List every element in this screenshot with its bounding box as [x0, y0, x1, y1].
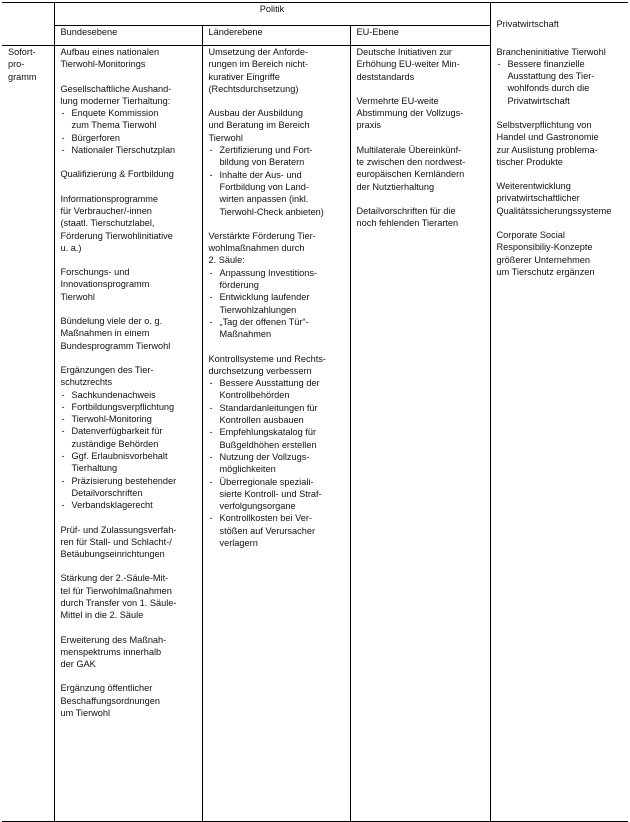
- measure-list-item: - Nationaler Tierschutzplan: [61, 144, 196, 156]
- measure-text: Weiterentwicklung privatwirtschaftlicher Qualitätssicherungssysteme: [496, 181, 612, 216]
- header-eu-ebene: EU-Ebene: [350, 26, 490, 46]
- measure-list: [209, 377, 344, 549]
- measure-list-item: - Datenverfügbarkeit für zuständige Behörden: [61, 425, 196, 450]
- measure-block: [61, 315, 196, 352]
- measure-list: [497, 58, 623, 107]
- col-eu-ebene: [350, 46, 490, 822]
- measure-block: [61, 634, 196, 671]
- measure-list-item: - Zertifizierung und Fort- bildung von Beratern: [209, 144, 344, 169]
- measure-block: [357, 46, 484, 83]
- measure-text: Multilaterale Übereinkünf- te zwischen den nordwest- europäischen Kernländern der Nutztierhaltung: [356, 144, 466, 192]
- measure-block: [61, 83, 196, 157]
- measure-block: [497, 119, 623, 168]
- measure-block: [61, 266, 196, 303]
- measure-text: Forschungs- und Innovationsprogramm Tierwohl: [60, 267, 150, 302]
- measure-list-item: - Inhalte der Aus- und Fortbildung von Land- wirten anpassen (inkl. Tierwohl-Check anbieten): [209, 169, 344, 218]
- measure-text: Ausbau der Ausbildung und Beratung im Bereich Tierwohl: [208, 108, 310, 143]
- header-laenderebene: Länderebene: [202, 26, 350, 46]
- header-empty-cell-2: [2, 26, 54, 46]
- measure-text: Ergänzung öffentlicher Beschaffungsordnungen um Tierwohl: [60, 683, 160, 719]
- header-bundesebene: Bundesebene: [54, 26, 202, 46]
- measure-block: [61, 46, 196, 71]
- measure-block: [61, 168, 196, 180]
- measure-list-item: - Nutzung der Vollzugs- möglichkeiten: [209, 451, 344, 476]
- measure-list-item: - Anpassung Investitions- förderung: [209, 267, 344, 292]
- measure-block: [357, 95, 484, 132]
- measure-text: Corporate Social Responsibiliy-Konzepte größerer Unternehmen um Tierschutz ergänzen: [496, 230, 595, 277]
- measure-block: [61, 364, 196, 512]
- measure-text: Brancheninitiative Tierwohl: [496, 46, 606, 57]
- measure-list-item: - Überregionale speziali- sierte Kontroll- und Straf- verfolgungsorgane: [209, 476, 344, 513]
- measure-list: [209, 267, 344, 341]
- measure-text: Kontrollsysteme und Rechts- durchsetzung verbessern: [208, 353, 326, 376]
- header-privatwirtschaft: Privatwirtschaft: [490, 3, 628, 46]
- measure-text: Selbstverpflichtung von Handel und Gastronomie zur Auslistung problema- tischer Produkte: [496, 119, 599, 167]
- measure-block: [209, 353, 344, 550]
- measure-list: [61, 389, 196, 512]
- measure-text: Detailvorschriften für die noch fehlenden Tierarten: [356, 205, 459, 229]
- measure-text: Vermehrte EU-weite Abstimmung der Vollzugs- praxis: [356, 95, 464, 131]
- measure-block: [61, 524, 196, 561]
- measure-text: Deutsche Initiativen zur Erhöhung EU-weiter Min- deststandards: [356, 47, 460, 82]
- measure-list-item: - Tierwohl-Monitoring: [61, 413, 196, 425]
- col-laenderebene: [202, 46, 350, 822]
- measure-text: Stärkung der 2.-Säule-Mit- tel für Tierwohlmaßnahmen durch Transfer von 1. Säule- Mittel in die 2. Säule: [60, 573, 177, 621]
- measure-block: [61, 193, 196, 254]
- measure-text: Aufbau eines nationalen Tierwohl-Monitorings: [60, 47, 160, 70]
- measure-list: [61, 107, 196, 156]
- measure-block: [209, 230, 344, 341]
- measure-text: Umsetzung der Anforde- rungen im Bereich nicht- kurativer Eingriffe (Rechtsdurchsetzung): [208, 47, 309, 94]
- measure-text: Qualifizierung & Fortbildung: [60, 169, 174, 180]
- measure-text: Ergänzungen des Tier- schutzrechts: [60, 364, 154, 388]
- measure-list-item: - Präzisierung bestehender Detailvorschriften: [61, 475, 196, 500]
- measure-list-item: - Ggf. Erlaubnisvorbehalt Tierhaltung: [61, 450, 196, 475]
- measure-block: [61, 682, 196, 719]
- measure-list-item: - Kontrollkosten bei Ver- stößen auf Verursacher verlagern: [209, 512, 344, 549]
- measure-list-item: - Fortbildungsverpflichtung: [61, 401, 196, 413]
- measure-list-item: - Bürgerforen: [61, 132, 196, 144]
- measure-list: [209, 144, 344, 218]
- measures-table: [2, 2, 628, 822]
- measure-block: [497, 229, 623, 278]
- measure-block: [497, 180, 623, 217]
- measure-list-item: - Bessere finanzielle Ausstattung des Tier- wohlfonds durch die Privatwirtschaft: [497, 58, 623, 107]
- measure-block: [357, 144, 484, 193]
- measure-list-item: - „Tag der offenen Tür“- Maßnahmen: [209, 316, 344, 341]
- measure-block: [209, 107, 344, 218]
- row-label-sofortprogramm: Sofort- pro- gramm: [2, 46, 54, 822]
- measure-block: [61, 572, 196, 621]
- measure-text: Bündelung viele der o. g. Maßnahmen in einem Bundesprogramm Tierwohl: [60, 316, 171, 351]
- measure-text: Prüf- und Zulassungsverfah- ren für Stall- und Schlacht-/ Betäubungseinrichtungen: [60, 524, 177, 560]
- measure-block: [497, 46, 623, 107]
- measure-list-item: - Verbandsklagerecht: [61, 499, 196, 511]
- measure-list-item: - Standardanleitungen für Kontrollen ausbauen: [209, 402, 344, 427]
- measure-block: [209, 46, 344, 95]
- measure-text: Informationsprogramme für Verbraucher/-innen (staatl. Tierschutzlabel, Förderung Tierwohlinitiative u. a.): [60, 193, 173, 253]
- row-sofortprogramm: [2, 46, 628, 822]
- measure-text: Gesellschaftliche Aushand- lung moderner Tierhaltung:: [60, 83, 172, 106]
- measure-list-item: - Enquete Kommission zum Thema Tierwohl: [61, 107, 196, 132]
- header-politik: Politik: [54, 3, 490, 26]
- measure-block: [357, 205, 484, 230]
- measure-text: Verstärkte Förderung Tier- wohlmaßnahmen durch 2. Säule:: [208, 230, 316, 266]
- measure-text: Erweiterung des Maßnah- menspektrums innerhalb der GAK: [60, 634, 167, 670]
- col-privatwirtschaft: [490, 46, 628, 822]
- header-empty-cell: [2, 3, 54, 26]
- measure-list-item: - Entwicklung laufender Tierwohlzahlungen: [209, 291, 344, 316]
- measure-list-item: - Bessere Ausstattung der Kontrollbehörden: [209, 377, 344, 402]
- header-row-politik: [2, 3, 628, 26]
- measure-list-item: - Sachkundenachweis: [61, 389, 196, 401]
- measure-list-item: - Empfehlungskatalog für Bußgeldhöhen erstellen: [209, 426, 344, 451]
- col-bundesebene: [54, 46, 202, 822]
